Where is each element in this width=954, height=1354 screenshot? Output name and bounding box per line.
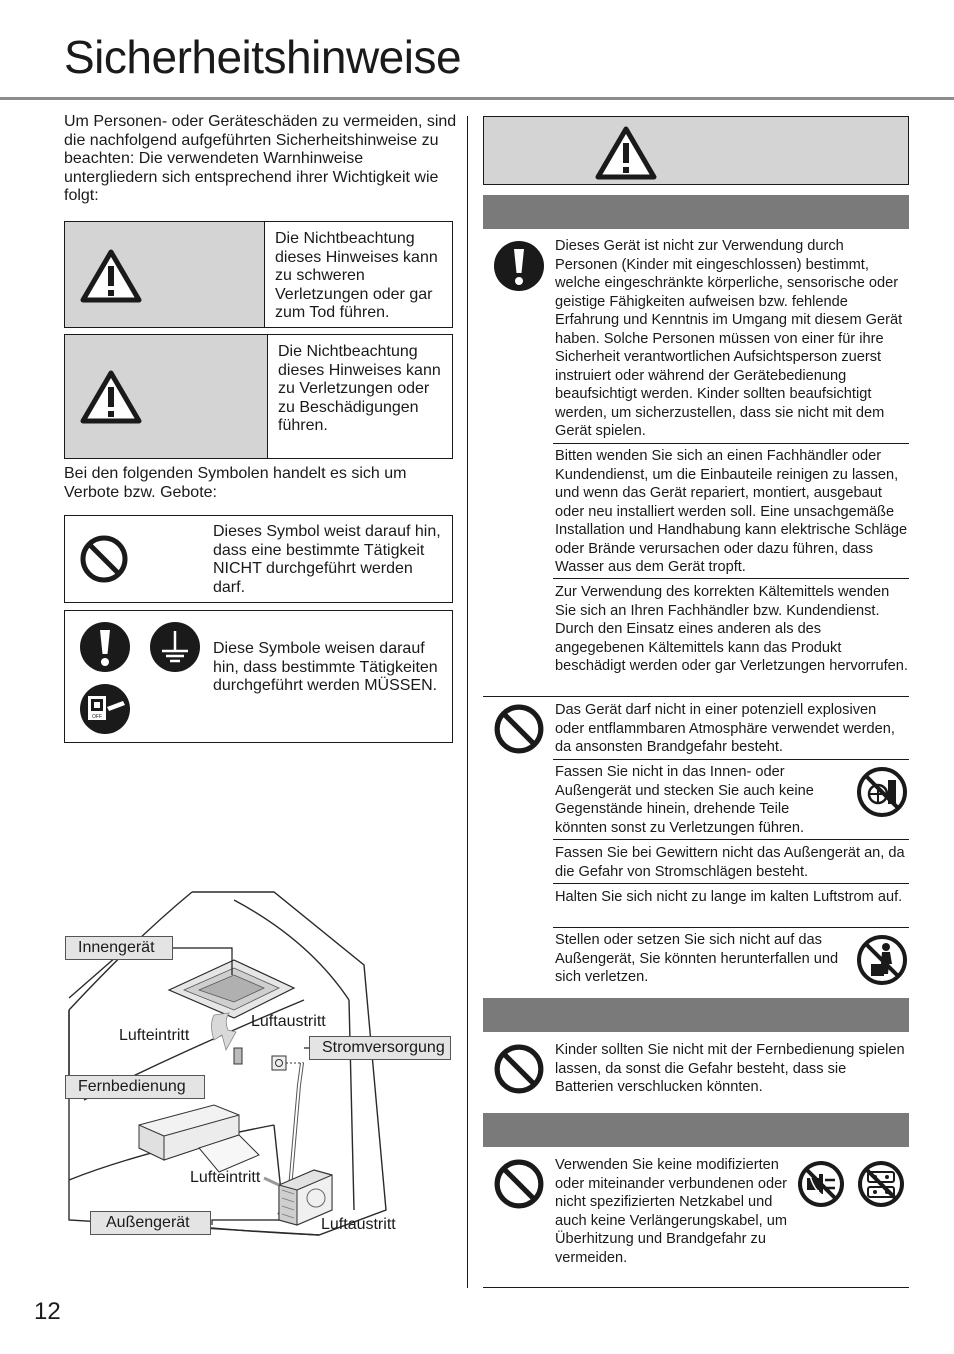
switch-off-icon (79, 683, 131, 735)
ground-icon (149, 621, 201, 673)
safety-note: Fassen Sie nicht in das Innen- oder Außengerät und stecken Sie auch keine Gegenstände hinein, drehende Teile könnten sonst zu Verletzungen führen. (555, 764, 814, 836)
svg-text:OFF: OFF (92, 714, 102, 720)
safety-note: Halten Sie sich nicht zu lange im kalten Luftstrom auf. (555, 889, 903, 905)
indoor-unit-label: Innengerät (65, 936, 173, 960)
no-extension-cable-icon (855, 1158, 907, 1210)
warning-triangle-icon (79, 369, 143, 425)
section-bar (483, 195, 909, 229)
note-divider (553, 927, 909, 928)
safety-note: Das Gerät darf nicht in einer potenziell explosiven oder entflammbaren Atmosphäre verwendet werden, da ansonsten Brandgefahr besteht. (555, 702, 895, 755)
safety-note: Bitten wenden Sie sich an einen Fachhändler oder Kundendienst, um die Einbauteile reinigen zu lassen, und wenn das Gerät repariert, montiert, ausgebaut oder neu installiert werden soll. Eine unsachgemäße Installation und Handhabung kann elektrische Schläge oder Brände verursachen oder dazu führen, dass Wasser aus dem Gerät tropft. (555, 448, 908, 575)
note-divider (553, 443, 909, 444)
page-number: 12 (34, 1298, 61, 1325)
symbols-intro: Bei den folgenden Symbolen handelt es sich um Verbote bzw. Gebote: (64, 465, 407, 501)
mandatory-exclamation-icon (493, 240, 545, 292)
air-outlet-outdoor-label: Luftaustritt (321, 1216, 396, 1233)
safety-note: Verwenden Sie keine modifizierten oder miteinander verbundenen oder nicht spezifizierten Netzkabel und auch keine Verlängerungskabel, um Überhitzung und Brandgefahr zu vermeiden. (555, 1157, 788, 1266)
prohibition-icon (493, 703, 545, 755)
no-standing-icon (856, 934, 908, 986)
section-bar (483, 1113, 909, 1147)
warning-level-text: Die Nichtbeachtung dieses Hinweises kann zu schweren Verletzungen oder gar zum Tod führen. (275, 230, 438, 322)
caution-level-cell (65, 335, 268, 458)
prohibition-symbol-box (64, 515, 453, 603)
note-divider (483, 696, 909, 697)
no-modified-cable-icon (795, 1158, 847, 1210)
note-divider (553, 578, 909, 579)
note-divider (483, 1287, 909, 1288)
intro-text: Um Personen- oder Geräteschäden zu vermeiden, sind die nachfolgend aufgeführten Sicherheitshinweise zu beachten: Die verwendeten Warnhinweise untergliedern sich entsprechend ihrer Wichtigkeit wie folgt: (64, 113, 457, 205)
section-bar (483, 998, 909, 1032)
air-outlet-label: Luftaustritt (251, 1013, 326, 1030)
mandatory-exclamation-icon (79, 621, 131, 673)
warning-header-box (483, 116, 909, 185)
title-divider (0, 97, 954, 100)
column-divider (467, 116, 468, 1288)
prohibition-icon (493, 1043, 545, 1095)
caution-level-text: Die Nichtbeachtung dieses Hinweises kann zu Verletzungen oder zu Beschädigungen führen. (278, 343, 441, 435)
prohibition-symbol-text: Dieses Symbol weist darauf hin, dass eine bestimmte Tätigkeit NICHT durchgeführt werden darf. (213, 523, 441, 596)
outdoor-unit-label: Außengerät (90, 1211, 211, 1235)
note-divider (553, 839, 909, 840)
safety-note: Zur Verwendung des korrekten Kältemittels wenden Sie sich an Ihren Fachhändler bzw. Kundendienst. Durch den Einsatz eines anderen als des angegebenen Kältemittels kann das Produkt beschädigt werden oder gar Verletzungen hervorrufen. (555, 584, 908, 674)
warning-triangle-icon (79, 248, 143, 304)
note-divider (553, 759, 909, 760)
sofa-drawing (139, 1105, 259, 1172)
prohibition-icon (493, 1158, 545, 1210)
page-title: Sicherheitshinweise (64, 31, 462, 83)
mandatory-symbol-box (64, 610, 453, 743)
remote-control-label: Fernbedienung (65, 1075, 205, 1099)
warning-triangle-icon (594, 125, 658, 181)
safety-note: Stellen oder setzen Sie sich nicht auf das Außengerät, Sie könnten herunterfallen und sich verletzen. (555, 932, 839, 985)
note-divider (553, 883, 909, 884)
prohibition-icon (79, 534, 129, 584)
power-supply-label: Stromversorgung (309, 1036, 451, 1060)
no-touching-fan-icon (856, 766, 908, 818)
safety-note: Kinder sollten Sie nicht mit der Fernbedienung spielen lassen, da sonst die Gefahr besteht, dass sie Batterien verschlucken könnten. (555, 1042, 905, 1095)
mandatory-symbol-text: Diese Symbole weisen darauf hin, dass bestimmte Tätigkeiten durchgeführt werden MÜSSEN. (213, 640, 438, 695)
warning-level-box (64, 221, 453, 328)
safety-note: Dieses Gerät ist nicht zur Verwendung durch Personen (Kinder mit eingeschlossen) bestimmt, welche eingeschränkte körperliche, sensorische oder geistige Fähigkeiten aufweisen bzw. fehlende Erfahrung und Kenntnis im Umgang mit diesem Gerät haben. Solche Personen müssen von einer für ihre Sicherheit verantwortlichen Aufsichtsperson zuerst instruiert oder während der Gerätebedienung beaufsichtigt werden. Kinder sollten beaufsichtigt werden, um sicherzustellen, dass sie nicht mit dem Gerät spielen. (555, 238, 903, 439)
air-inlet-label: Lufteintritt (119, 1027, 190, 1044)
warning-level-cell (65, 222, 265, 327)
air-inlet-outdoor-label: Lufteintritt (190, 1169, 261, 1186)
safety-note: Fassen Sie bei Gewittern nicht das Außengerät an, da die Gefahr von Stromschlägen besteht. (555, 845, 905, 880)
caution-level-box (64, 334, 453, 459)
